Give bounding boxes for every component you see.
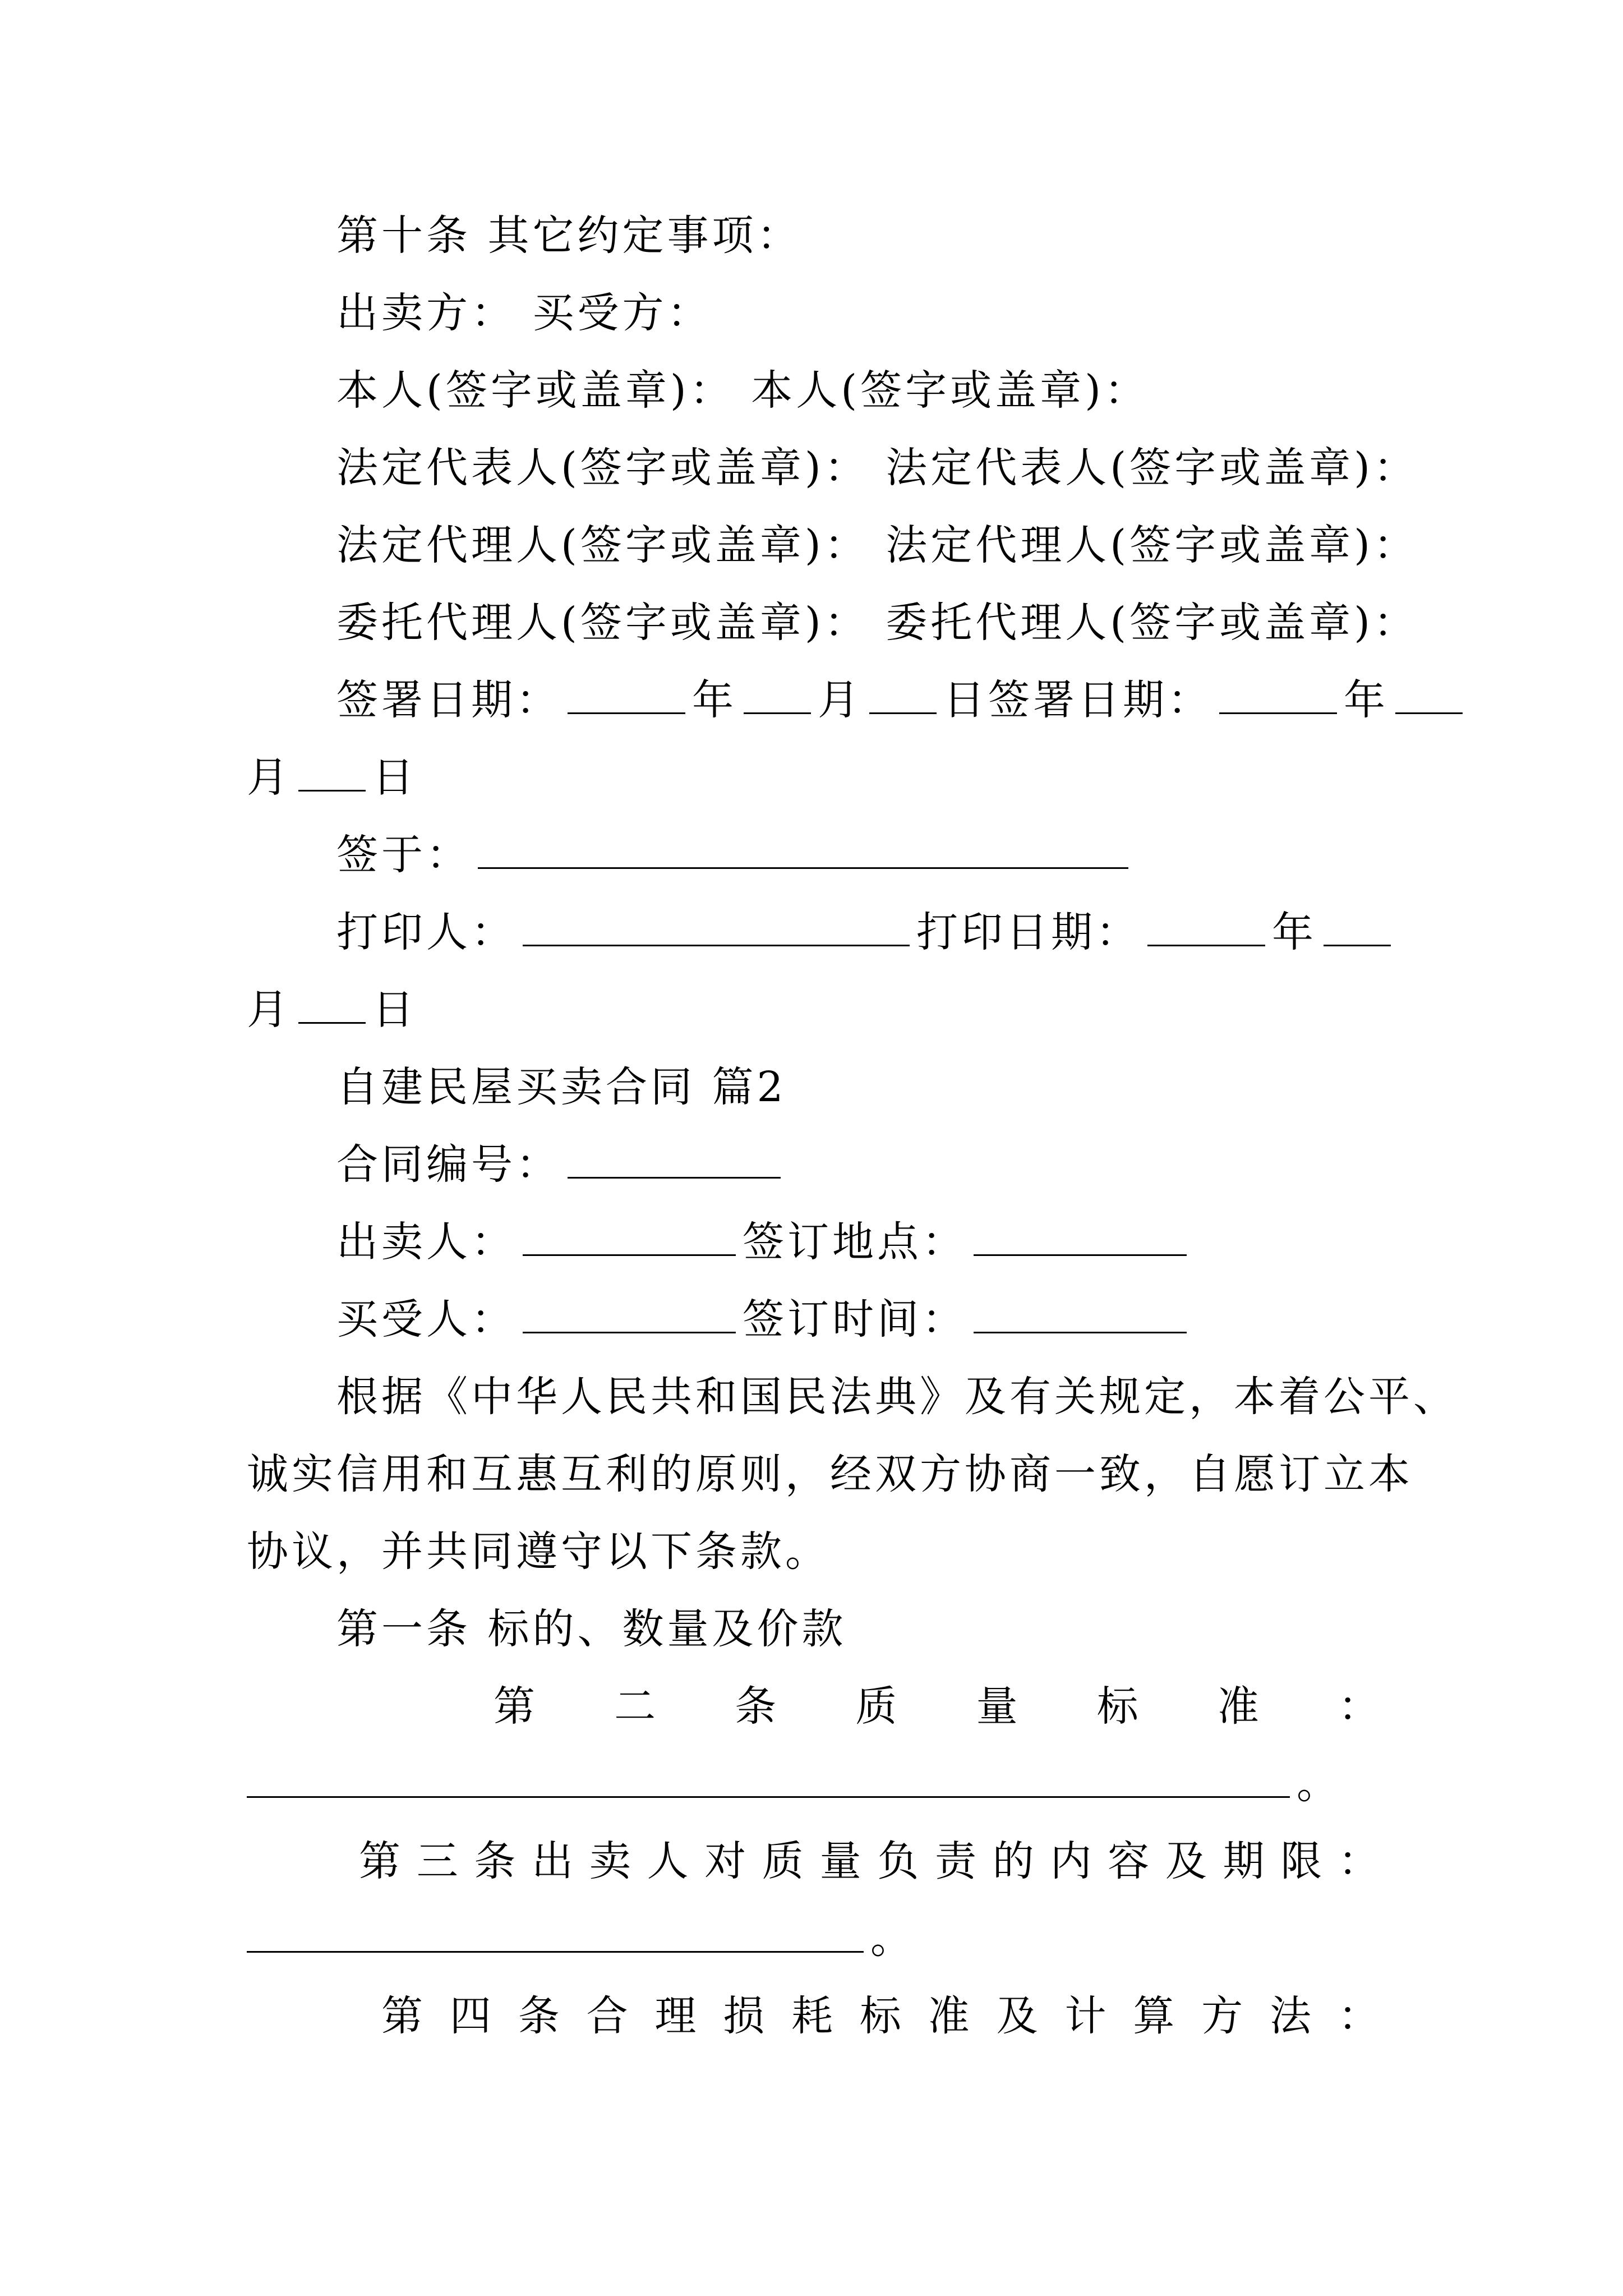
seller-blank[interactable] [523,1217,736,1256]
sign-day-blank-2[interactable] [298,753,366,792]
article-4-heading: 第 四 条 合 理 损 耗 标 准 及 计 算 方 法 ： [381,1992,1380,2040]
article-3-blank-line: 。 [247,1911,1380,1967]
sign-day-blank[interactable] [869,675,937,714]
paragraph-line: 诚实信用和互惠互利的原则，经双方协商一致，自愿订立本 [247,1450,1413,1498]
article-2-heading: 第 二 条 质 量 标 准 ： [494,1682,1380,1731]
signature-self-line: 本人(签字或盖章)： 本人(签字或盖章)： [336,366,1150,415]
article-3-heading: 第 三 条 出 卖 人 对 质 量 负 责 的 内 容 及 期 限 ： [359,1837,1380,1885]
print-month-blank[interactable] [1324,908,1391,946]
paragraph-line: 协议，并共同遵守以下条款。 [247,1527,830,1576]
quality-liability-blank[interactable] [247,1914,864,1953]
printer-line-cont: 月 日 [247,986,417,1034]
paragraph-line: 根据《中华人民共和国民法典》及有关规定，本着公平、 [336,1373,1458,1421]
sign-year-blank-2[interactable] [1219,675,1337,714]
print-day-blank[interactable] [298,985,366,1024]
sign-place-blank[interactable] [974,1217,1187,1256]
contract-number-line: 合同编号： [247,1137,1380,1193]
signature-entrusted-agent-line: 委托代理人(签字或盖章)： 委托代理人(签字或盖章)： [336,599,1419,647]
signature-legal-rep-line: 法定代表人(签字或盖章)： 法定代表人(签字或盖章)： [336,444,1419,492]
print-year-blank[interactable] [1147,908,1265,946]
seller-line: 出卖人： 签订地点： [247,1214,1380,1270]
signature-legal-agent-line: 法定代理人(签字或盖章)： 法定代理人(签字或盖章)： [336,521,1419,569]
parties-line: 出卖方： 买受方： [336,289,712,337]
sign-month-blank-2[interactable] [1395,675,1463,714]
printer-line: 打印人： 打印日期： 年 [247,904,1380,960]
printer-blank[interactable] [523,908,910,946]
sign-year-blank[interactable] [568,675,685,714]
quality-standard-blank[interactable] [247,1759,1290,1798]
article-2-blank-line: 。 [247,1756,1380,1812]
sign-month-blank[interactable] [744,675,811,714]
contract-number-blank[interactable] [568,1140,781,1179]
article-1-heading: 第一条 标的、数量及价款 [336,1605,847,1653]
sign-time-blank[interactable] [974,1295,1187,1333]
signed-at-blank[interactable] [478,830,1128,869]
buyer-line: 买受人： 签订时间： [247,1291,1380,1347]
buyer-blank[interactable] [523,1295,736,1333]
sign-date-line-cont: 月 日 [247,753,417,802]
signed-at-line: 签于： [247,827,1380,883]
section-title: 自建民屋买卖合同 篇2 [336,1063,787,1111]
article-10-heading: 第十条 其它约定事项： [336,211,802,260]
sign-date-line: 签署日期： 年 月 日签署日期： 年 [247,672,1380,728]
